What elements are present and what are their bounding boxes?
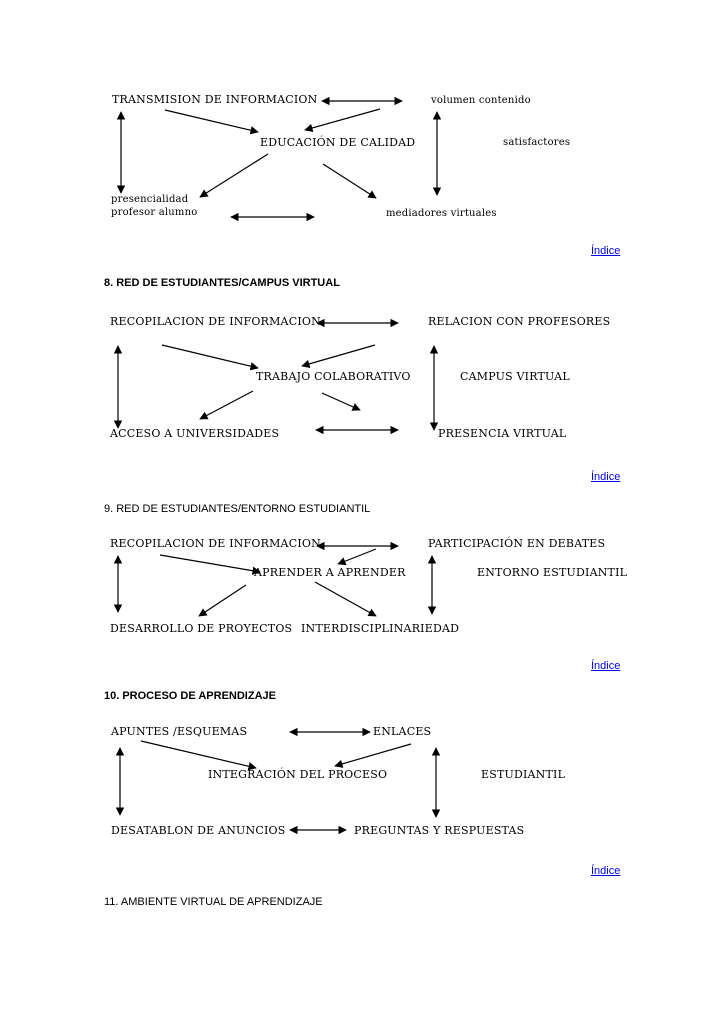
arrow-aprender-interdisciplinariedad bbox=[315, 582, 376, 616]
arrow-volumen-educacion bbox=[305, 109, 380, 130]
node-campus-virtual: CAMPUS VIRTUAL bbox=[460, 370, 570, 383]
arrow-apuntes-integracion bbox=[141, 741, 256, 768]
node-educacion-calidad: EDUCACIÓN DE CALIDAD bbox=[260, 136, 416, 149]
node-participacion-debates: PARTICIPACIÓN EN DEBATES bbox=[428, 537, 606, 550]
node-recopilacion-9: RECOPILACION DE INFORMACION bbox=[110, 537, 321, 550]
node-interdisciplinariedad: INTERDISCIPLINARIEDAD bbox=[301, 622, 460, 635]
arrow-aprender-desarrollo bbox=[199, 585, 246, 616]
index-link-1[interactable]: Índice bbox=[591, 245, 621, 257]
node-enlaces: ENLACES bbox=[373, 725, 432, 738]
node-acceso-universidades: ACCESO A UNIVERSIDADES bbox=[110, 427, 280, 440]
arrow-trabajo-acceso bbox=[200, 391, 253, 419]
arrow-educacion-presencialidad bbox=[200, 154, 268, 197]
node-preguntas-respuestas: PREGUNTAS Y RESPUESTAS bbox=[354, 824, 525, 837]
node-profesor-alumno: profesor alumno bbox=[111, 207, 198, 218]
index-link-3[interactable]: Índice bbox=[591, 660, 621, 672]
node-integracion-proceso: INTEGRACIÓN DEL PROCESO bbox=[208, 768, 388, 781]
node-entorno-estudiantil: ENTORNO ESTUDIANTIL bbox=[477, 566, 628, 579]
arrow-educacion-mediadores bbox=[323, 164, 376, 198]
node-presencia-virtual: PRESENCIA VIRTUAL bbox=[438, 427, 567, 440]
node-apuntes-esquemas: APUNTES /ESQUEMAS bbox=[111, 725, 248, 738]
section-title-9: 9. RED DE ESTUDIANTES/ENTORNO ESTUDIANTIL bbox=[104, 503, 371, 515]
node-estudiantil: ESTUDIANTIL bbox=[481, 768, 566, 781]
arrow-recopilacion-trabajo bbox=[162, 345, 258, 368]
node-transmision: TRANSMISION DE INFORMACION bbox=[112, 93, 318, 106]
node-presencialidad: presencialidad bbox=[111, 194, 189, 205]
node-desarrollo-proyectos: DESARROLLO DE PROYECTOS bbox=[110, 622, 293, 635]
section-title-8: 8. RED DE ESTUDIANTES/CAMPUS VIRTUAL bbox=[104, 277, 340, 289]
index-link-4[interactable]: Índice bbox=[591, 865, 621, 877]
section-title-10: 10. PROCESO DE APRENDIZAJE bbox=[104, 690, 276, 702]
arrow-transmision-educacion bbox=[165, 110, 258, 132]
node-relacion-profesores: RELACION CON PROFESORES bbox=[428, 315, 611, 328]
arrow-participacion-aprender bbox=[338, 549, 376, 564]
section-title-11: 11. AMBIENTE VIRTUAL DE APRENDIZAJE bbox=[104, 896, 323, 908]
index-link-2[interactable]: Índice bbox=[591, 471, 621, 483]
node-satisfactores: satisfactores bbox=[503, 137, 571, 148]
arrow-trabajo-presencia bbox=[322, 393, 360, 410]
node-volumen-contenido: volumen contenido bbox=[431, 95, 531, 106]
node-recopilacion-8: RECOPILACION DE INFORMACION bbox=[110, 315, 321, 328]
node-trabajo-colaborativo: TRABAJO COLABORATIVO bbox=[256, 370, 411, 383]
arrow-enlaces-integracion bbox=[335, 744, 411, 766]
arrow-recopilacion-aprender bbox=[160, 555, 260, 572]
node-mediadores: mediadores virtuales bbox=[386, 208, 497, 219]
node-tablon-anuncios: DESATABLON DE ANUNCIOS bbox=[111, 824, 286, 837]
node-aprender-a-aprender: APRENDER A APRENDER bbox=[254, 566, 406, 579]
arrow-relacion-trabajo bbox=[302, 345, 375, 366]
